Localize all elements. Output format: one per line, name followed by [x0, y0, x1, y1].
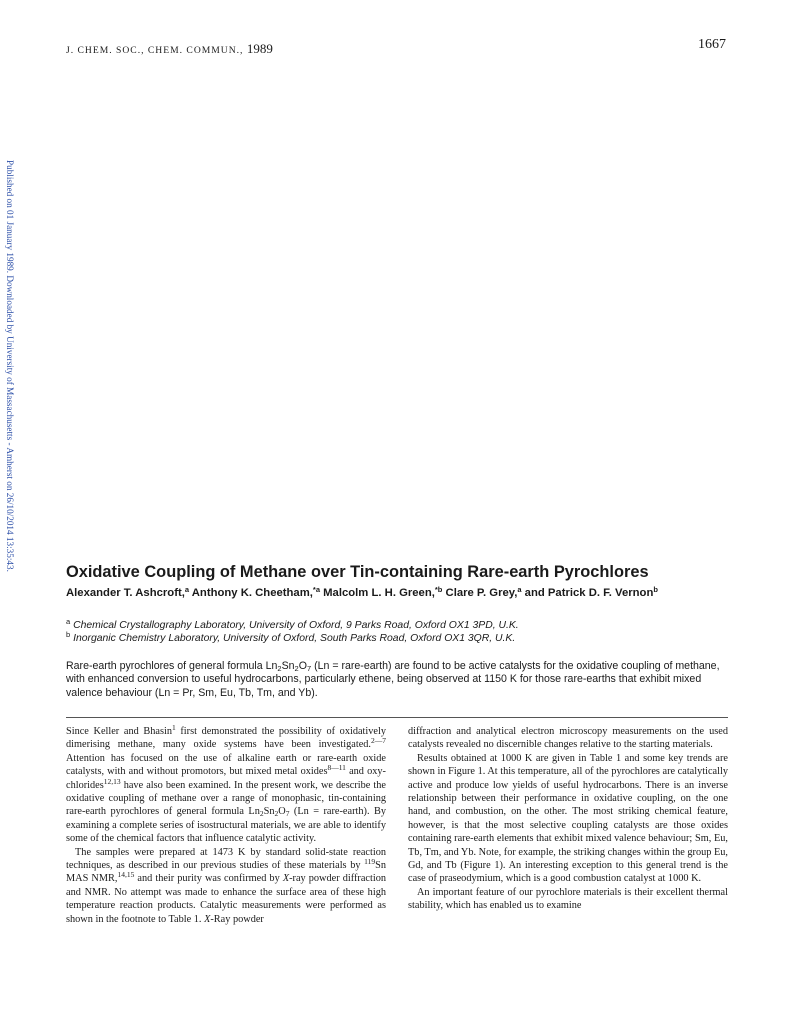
- body-column-right: [408, 725, 728, 913]
- italic-text: X: [204, 913, 211, 925]
- body-text: (Ln = rare-earth). By examining a complete series of isostructural materials, we are able to identify some of the chemical factors that influence catalytic activity.: [66, 806, 386, 845]
- body-text: Attention has focused on the use of alkaline earth or rare-earth oxide catalysts, with and without promotors, but mixed metal oxides: [66, 752, 386, 778]
- affiliation-mark: b: [66, 630, 71, 639]
- subscript: 2: [294, 664, 299, 673]
- body-text: Sn: [263, 806, 275, 818]
- author-name: Anthony K. Cheetham,: [191, 587, 313, 599]
- reference-mark: 8—11: [327, 763, 346, 773]
- body-text: Since Keller and Bhasin: [66, 726, 172, 737]
- abstract-text: (Ln = rare-earth) are found to be active catalysts for the oxidative coupling of methane, with enhanced conversion to useful hydrocarbons, particularly ethene, being observed at 1150 K for those rare-earths that exhibit mixed valence behaviour (Ln = Pr, Sm, Eu, Tb, Tm, and Yb).: [66, 660, 720, 699]
- body-paragraph: [66, 846, 386, 926]
- author-name: Malcolm L. H. Green,: [323, 587, 435, 599]
- running-head: [66, 41, 273, 57]
- body-text: and oxy-chlorides: [66, 766, 386, 791]
- running-head-journal: J. CHEM. SOC., CHEM. COMMUN.,: [66, 45, 244, 56]
- affiliation-b: [66, 632, 746, 645]
- page-number: 1667: [698, 37, 726, 52]
- affiliation-mark: b: [653, 585, 658, 594]
- affiliation-mark: a: [517, 585, 522, 594]
- affiliation-text: Inorganic Chemistry Laboratory, University of Oxford, South Parks Road, Oxford OX1 3QR, U.K.: [73, 633, 516, 644]
- running-head-year: 1989: [246, 41, 273, 56]
- author-name: Alexander T. Ashcroft,: [66, 587, 185, 599]
- author-list: [66, 586, 746, 601]
- author-name: Clare P. Grey,: [445, 587, 518, 599]
- subscript: 2: [274, 809, 279, 819]
- body-text: first demonstrated the possibility of oxidatively dimerising methane, many oxide systems have been investigated.: [66, 726, 386, 751]
- body-text: have also been examined. In the present work, we describe the oxidative coupling of methane over a range of monophasic, tin-containing rare-earth pyrochlores of general formula Ln: [66, 779, 386, 818]
- body-paragraph: Results obtained at 1000 K are given in Table 1 and some key trends are shown in Figure 1. At this temperature, all of the pyrochlores are catalytically active and produce low yields of useful hydrocarbons. There is an inverse relationship between their performance in oxidative coupling, on the one hand, and combustion, on the other. The most striking chemical feature, however, is that the most selective coupling catalysts are those oxides containing rare-earth elements that exhibit mixed valence behaviour; Sm, Eu, Tb, Tm, and Yb. Note, for example, the striking changes within the group Eu, Gd, and Tb (Figure 1). An interesting exception to this general trend is the case of praseodymium, which is a good combustion catalyst at 1000 K.: [408, 752, 728, 885]
- body-column-left: [66, 725, 386, 926]
- subscript: 2: [277, 664, 282, 673]
- reference-mark: 14,15: [117, 870, 135, 880]
- affiliation-mark: *a: [312, 585, 320, 594]
- affiliation-a: [66, 619, 746, 632]
- subscript: 7: [285, 809, 290, 819]
- affiliation-text: Chemical Crystallography Laboratory, University of Oxford, 9 Parks Road, Oxford OX1 3PD, U.K.: [73, 620, 519, 631]
- publication-sidenote-link[interactable]: Published on 01 January 1989. Downloaded by University of Massachusetts - Amherst on 26/10/2014 13:35:43.: [5, 160, 15, 572]
- publication-sidenote[interactable]: [3, 160, 17, 630]
- body-text: The samples were prepared at 1473 K by standard solid-state reaction techniques, as described in our previous studies of these materials by: [66, 846, 386, 872]
- body-text: and their purity was confirmed by: [134, 873, 283, 885]
- isotope-mark: 119: [364, 857, 376, 867]
- abstract-text: Rare-earth pyrochlores of general formula Ln: [66, 660, 278, 672]
- italic-text: X: [282, 873, 290, 885]
- reference-mark: 1: [171, 723, 176, 732]
- abstract-text: Sn: [281, 660, 295, 672]
- affiliation-mark: a: [66, 617, 71, 626]
- body-paragraph: diffraction and analytical electron microscopy measurements on the used catalysts revealed no discernible changes relative to the starting materials.: [408, 726, 728, 751]
- author-name: and Patrick D. F. Vernon: [524, 587, 654, 599]
- reference-mark: 2—7: [371, 736, 386, 746]
- subscript: 7: [306, 664, 312, 673]
- body-text: -Ray powder: [210, 913, 264, 925]
- abstract-text: O: [298, 660, 307, 672]
- body-text: O: [278, 806, 286, 818]
- body-paragraph: [66, 725, 386, 846]
- body-paragraph: An important feature of our pyrochlore materials is their excellent thermal stability, which has enabled us to examine: [408, 886, 728, 912]
- article-title: Oxidative Coupling of Methane over Tin-containing Rare-earth Pyrochlores: [66, 563, 649, 581]
- body-text: -ray powder diffraction and NMR. No attempt was made to enhance the surface area of these high temperature reaction products. Catalytic measurements were performed as shown in the footnote to Table 1.: [66, 873, 386, 925]
- reference-mark: 12,13: [103, 776, 121, 786]
- affiliations: [66, 619, 746, 645]
- section-divider: [66, 717, 728, 718]
- affiliation-mark: a: [184, 585, 190, 594]
- subscript: 2: [259, 809, 264, 819]
- affiliation-mark: *b: [434, 585, 443, 594]
- abstract: [66, 660, 736, 700]
- body-text: Sn MAS NMR,: [66, 860, 386, 885]
